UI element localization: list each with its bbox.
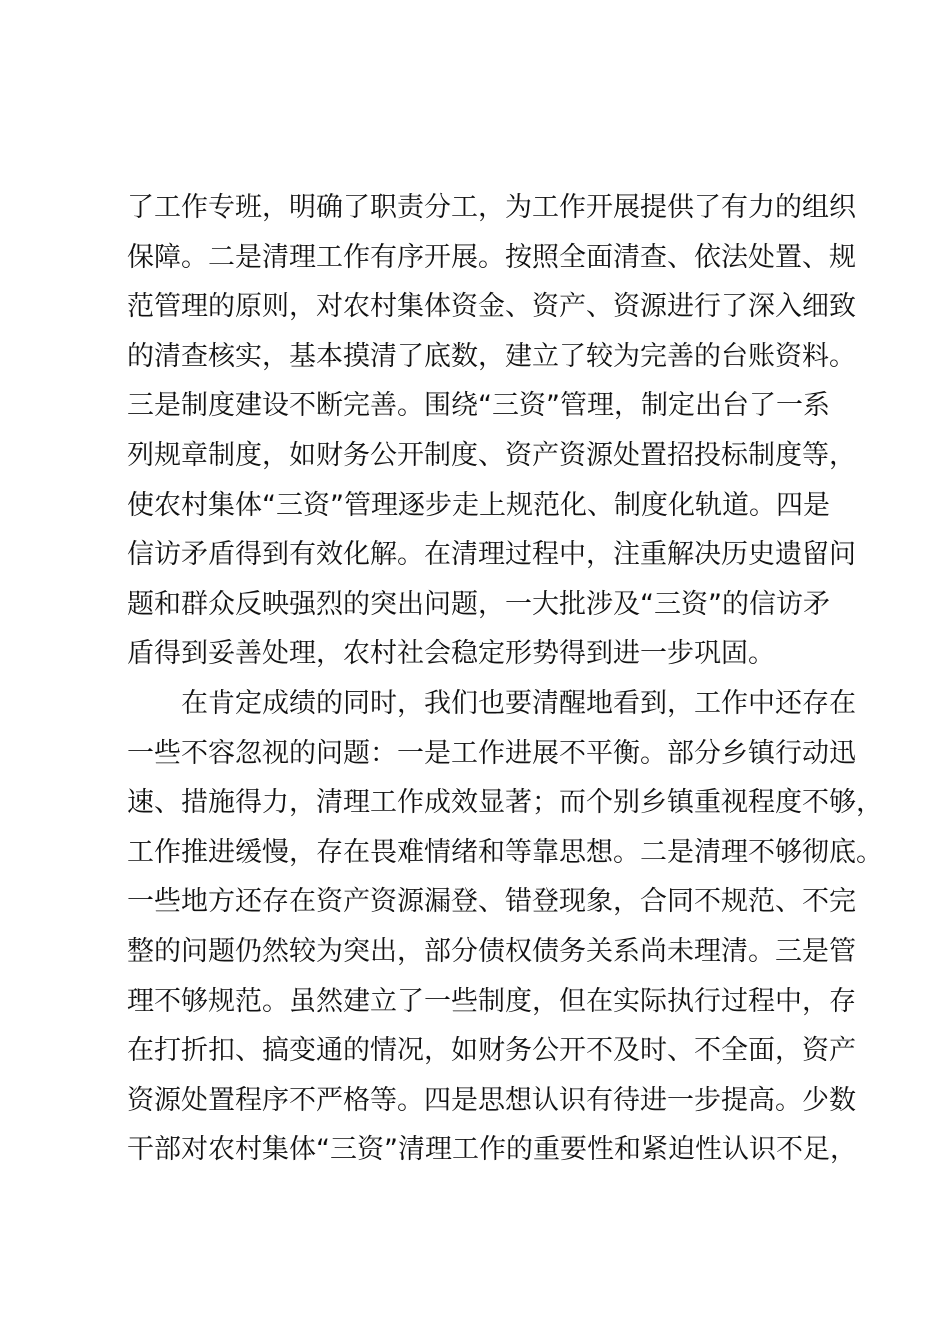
text-line: 一些地方还存在资产资源漏登、错登现象，合同不规范、不完 — [127, 886, 856, 918]
text-line: 信访矛盾得到有效化解。在清理过程中，注重解决历史遗留问 — [127, 539, 856, 571]
text-line: 在打折扣、搞变通的情况，如财务公开不及时、不全面，资产 — [127, 1035, 856, 1067]
text-line: 使农村集体“三资”管理逐步走上规范化、制度化轨道。四是 — [127, 489, 830, 521]
text-line: 了工作专班，明确了职责分工，为工作开展提供了有力的组织 — [127, 192, 856, 223]
text-line: 三是制度建设不断完善。围绕“三资”管理，制定出台了一系 — [127, 390, 830, 422]
text-line: 工作推进缓慢，存在畏难情绪和等靠思想。二是清理不够彻底。 — [127, 836, 883, 868]
text-line: 干部对农村集体“三资”清理工作的重要性和紧迫性认识不足， — [127, 1134, 857, 1166]
text-line: 的清查核实，基本摸清了底数，建立了较为完善的台账资料。 — [127, 340, 856, 372]
text-line: 理不够规范。虽然建立了一些制度，但在实际执行过程中，存 — [127, 985, 856, 1017]
paragraph-start-line: 在肯定成绩的同时，我们也要清醒地看到，工作中还存在 — [181, 687, 856, 719]
text-line: 资源处置程序不严格等。四是思想认识有待进一步提高。少数 — [127, 1084, 856, 1116]
text-line: 一些不容忽视的问题：一是工作进展不平衡。部分乡镇行动迅 — [127, 737, 856, 769]
text-line: 整的问题仍然较为突出，部分债权债务关系尚未理清。三是管 — [127, 935, 856, 967]
text-line: 列规章制度，如财务公开制度、资产资源处置招投标制度等， — [127, 439, 856, 471]
text-line: 保障。二是清理工作有序开展。按照全面清查、依法处置、规 — [127, 241, 856, 273]
body-text — [127, 183, 883, 1175]
text-line: 速、措施得力，清理工作成效显著；而个别乡镇重视程度不够， — [127, 787, 883, 819]
text-line: 范管理的原则，对农村集体资金、资产、资源进行了深入细致 — [127, 291, 856, 323]
text-line: 题和群众反映强烈的突出问题，一大批涉及“三资”的信访矛 — [127, 588, 830, 620]
text-line: 盾得到妥善处理，农村社会稳定形势得到进一步巩固。 — [127, 638, 775, 670]
